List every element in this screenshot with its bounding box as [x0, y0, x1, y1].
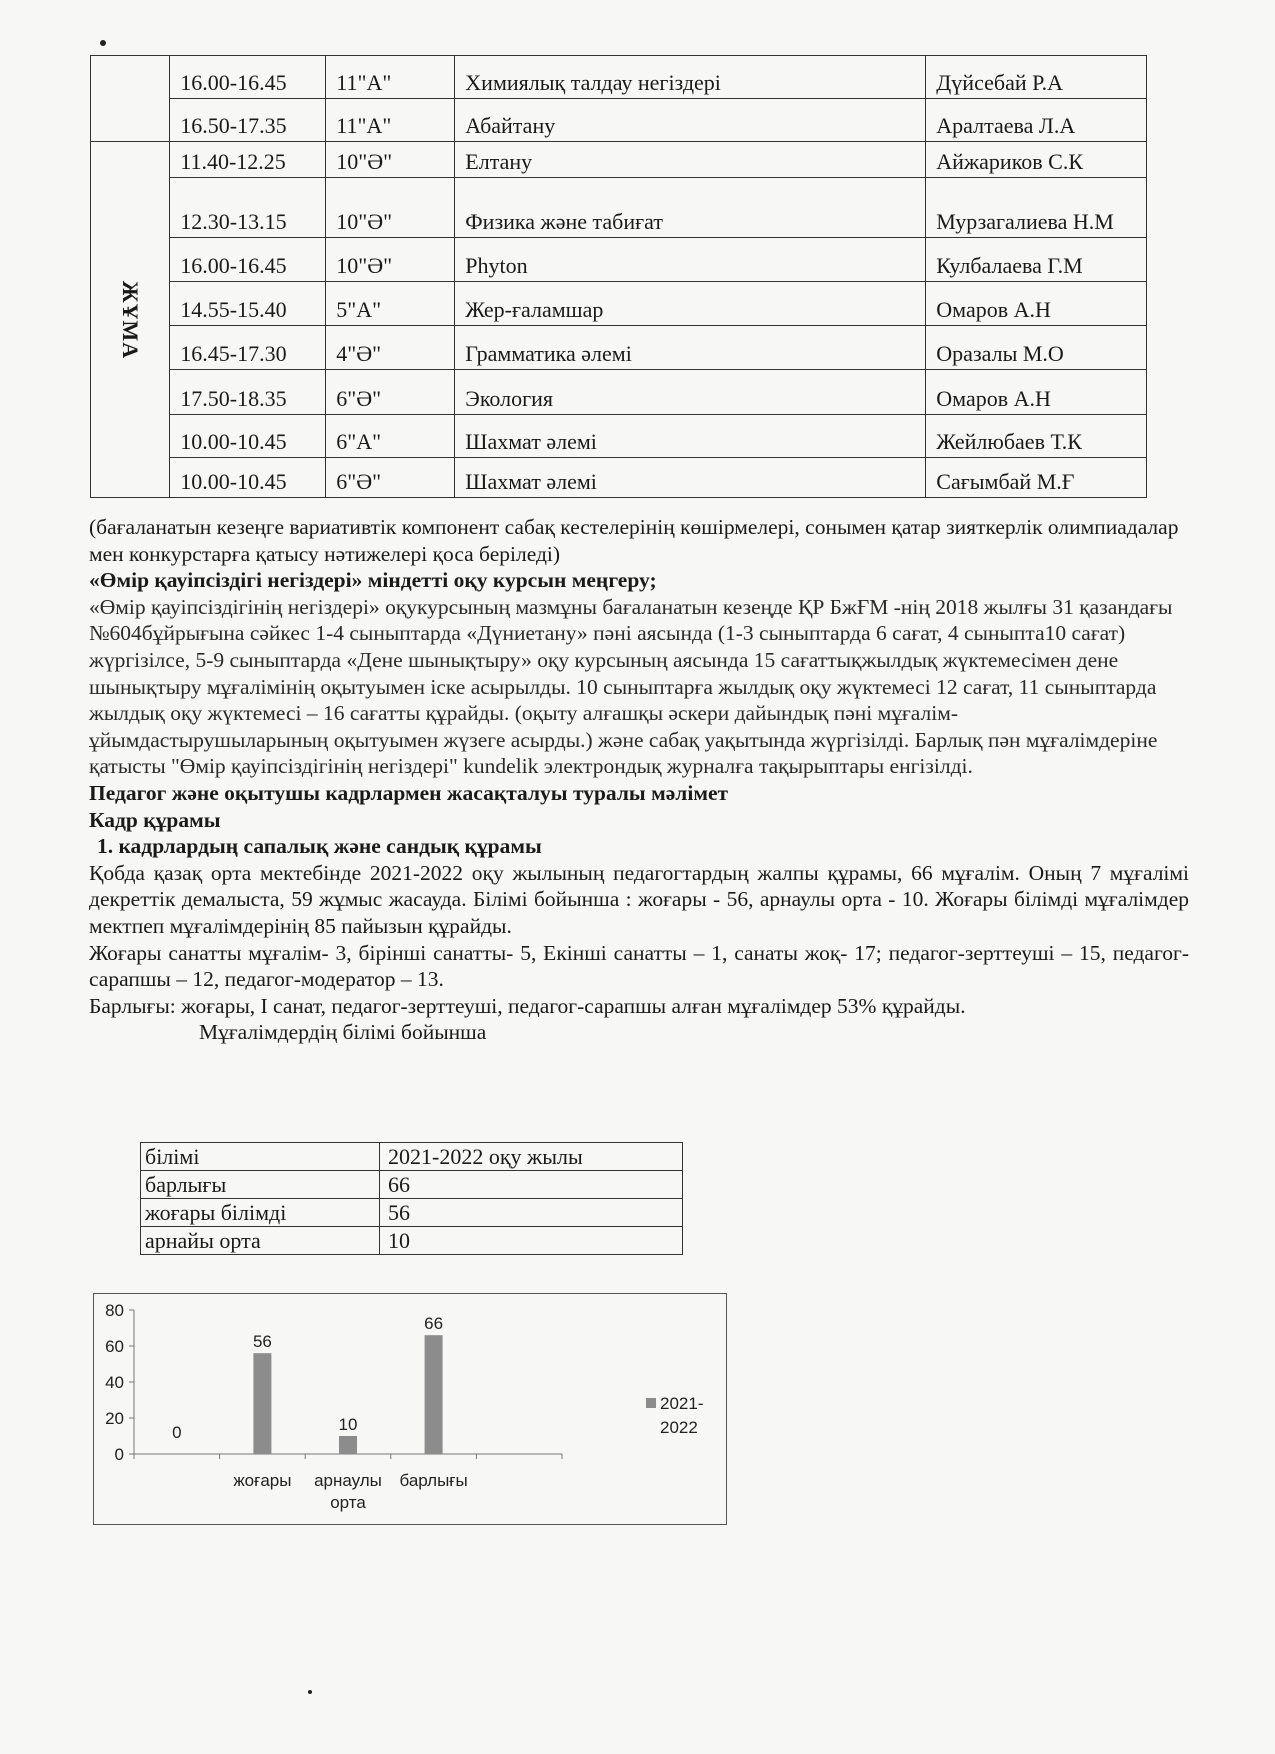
section-heading: Педагог және оқытушы кадрлармен жасақталуы туралы мәлімет: [89, 780, 729, 805]
table-row: [91, 99, 1147, 142]
section-heading: Кадр құрамы: [89, 807, 221, 832]
time-cell: 14.55-15.40: [170, 282, 326, 326]
header-cell: білімі: [141, 1143, 380, 1171]
bar: [339, 1436, 357, 1454]
time-cell: 16.50-17.35: [170, 99, 326, 142]
paragraph: Қобда қазақ орта мектебінде 2021-2022 оқу жылының педагогтардың жалпы құрамы, 66 мұғалім. Оның 7 мұғалімі декреттік демалыста, 59 жұмыс жасауда. Білімі бойынша : жоғары - 56, арнаулы орта - 10. Жоғары білімді мұғалімдер мектпеп мұғалімдерінің 85 пайызын құрайды.: [89, 860, 1189, 938]
subject-cell: Елтану: [455, 142, 926, 178]
education-bar-chart: [93, 1293, 727, 1525]
teacher-cell: Кулбалаева Г.М: [926, 238, 1147, 282]
data-label: 10: [338, 1415, 358, 1434]
value-cell: 66: [380, 1171, 683, 1199]
y-tick-label: 60: [105, 1337, 124, 1356]
subject-cell: Абайтану: [455, 99, 926, 142]
class-cell: 11"А": [326, 56, 455, 99]
legend-label: 2022: [660, 1418, 698, 1437]
class-cell: 10"Ә": [326, 238, 455, 282]
day-cell: [91, 56, 170, 142]
value-cell: 56: [380, 1199, 683, 1227]
subject-cell: Химиялық талдау негіздері: [455, 56, 926, 99]
teacher-cell: Жейлюбаев Т.К: [926, 415, 1147, 458]
table-row: [91, 178, 1147, 238]
paragraph: «Өмір қауіпсіздігінің негіздері» оқукурсының мазмұны бағаланатын кезеңде ҚР БжҒМ -нің 2018 жылғы 31 қазандағы №604бұйрығына сәйкес 1-4 сыныптарда «Дүниетану» пәні аясында (1-3 сыныптарда 6 сағат, 4 сыныпта10 сағат) жүргізілсе, 5-9 сыныптарда «Дене шынықтыру» оқу курсының аясында 15 сағаттықжылдық жүктемесімен дене шынықтыру мұғалімінің оқытуымен іске асырылды. 10 сыныптарға жылдық оқу жүктемесі 12 сағат, 11 сыныптарда жылдық оқу жүктемесі – 16 сағатты құрайды. (оқыту алғашқы әскери дайындық пәні мұғалім-ұйымдастырушыларының оқытуымен жүзеге асырды.) және сабақ уақытында жүргізілді. Барлық пән мұғалімдеріне қатысты "Өмір қауіпсіздігінің негіздері" kundelik электрондық журналға тақырыптары енгізілді.: [89, 594, 1173, 779]
table-row: [91, 282, 1147, 326]
table-row: [91, 415, 1147, 458]
y-tick-label: 0: [114, 1445, 124, 1464]
data-label: 0: [172, 1423, 182, 1442]
teacher-cell: Айжариков С.К: [926, 142, 1147, 178]
subject-cell: Шахмат әлемі: [455, 415, 926, 458]
teacher-cell: Оразалы М.О: [926, 326, 1147, 370]
y-tick-label: 20: [105, 1409, 124, 1428]
legend-swatch: [646, 1398, 656, 1408]
subject-cell: Грамматика әлемі: [455, 326, 926, 370]
teacher-cell: Омаров А.Н: [926, 282, 1147, 326]
table-row: [91, 142, 1147, 178]
x-category-label: орта: [330, 1493, 366, 1512]
table-row: [141, 1227, 683, 1255]
class-cell: 11"А": [326, 99, 455, 142]
y-tick-label: 80: [105, 1301, 124, 1320]
class-cell: 6"Ә": [326, 458, 455, 498]
subject-cell: Экология: [455, 370, 926, 415]
header-cell: 2021-2022 оқу жылы: [380, 1143, 683, 1171]
subject-cell: Шахмат әлемі: [455, 458, 926, 498]
time-cell: 11.40-12.25: [170, 142, 326, 178]
time-cell: 16.45-17.30: [170, 326, 326, 370]
chart-canvas: [94, 1294, 726, 1524]
time-cell: 16.00-16.45: [170, 238, 326, 282]
time-cell: 16.00-16.45: [170, 56, 326, 99]
table-row: [141, 1171, 683, 1199]
section-heading: 1. кадрлардың сапалық және сандық құрамы: [97, 834, 542, 859]
table-row: [141, 1199, 683, 1227]
document-body: [89, 514, 1189, 1046]
class-cell: 5"А": [326, 282, 455, 326]
scan-speck: [100, 40, 106, 46]
subject-cell: Phyton: [455, 238, 926, 282]
education-table: [140, 1142, 683, 1255]
time-cell: 10.00-10.45: [170, 458, 326, 498]
value-cell: 10: [380, 1227, 683, 1255]
time-cell: 17.50-18.35: [170, 370, 326, 415]
class-cell: 10"Ә": [326, 142, 455, 178]
teacher-cell: Сағымбай М.Ғ: [926, 458, 1147, 498]
label-cell: арнайы орта: [141, 1227, 380, 1255]
class-cell: 6"А": [326, 415, 455, 458]
table-row: [91, 458, 1147, 498]
table-row: [91, 326, 1147, 370]
label-cell: жоғары білімді: [141, 1199, 380, 1227]
table-header-row: [141, 1143, 683, 1171]
note-text: (бағаланатын кезеңге вариативтік компонент сабақ кестелерінің көшірмелері, сонымен қатар зияткерлік олимпиадалар мен конкурстарға қатысу нәтижелері қоса беріледі): [89, 515, 1179, 566]
day-cell: [91, 142, 170, 498]
x-category-label: жоғары: [233, 1471, 292, 1490]
table-row: [91, 238, 1147, 282]
class-cell: 6"Ә": [326, 370, 455, 415]
table-row: [91, 56, 1147, 99]
paragraph: Барлығы: жоғары, І санат, педагог-зерттеуші, педагог-сарапшы алған мұғалімдер 53% құрайды.: [89, 993, 966, 1018]
label-cell: барлығы: [141, 1171, 380, 1199]
data-label: 66: [424, 1314, 444, 1334]
subject-cell: Жер-ғаламшар: [455, 282, 926, 326]
subject-cell: Физика және табиғат: [455, 178, 926, 238]
bar: [425, 1335, 443, 1454]
data-label: 56: [252, 1332, 272, 1352]
teacher-cell: Аралтаева Л.А: [926, 99, 1147, 142]
time-cell: 12.30-13.15: [170, 178, 326, 238]
section-heading: «Өмір қауіпсіздігі негіздері» міндетті оқу курсын меңгеру;: [89, 568, 657, 593]
table-caption: Мұғалімдердің білімі бойынша: [199, 1020, 487, 1045]
scan-speck: [308, 1690, 312, 1694]
x-category-label: арнаулы: [314, 1471, 382, 1490]
x-category-label: барлығы: [399, 1471, 468, 1490]
teacher-cell: Омаров А.Н: [926, 370, 1147, 415]
time-cell: 10.00-10.45: [170, 415, 326, 458]
class-cell: 4"Ә": [326, 326, 455, 370]
day-label: ЖҰМА: [118, 280, 144, 359]
bar: [253, 1353, 271, 1454]
class-cell: 10"Ә": [326, 178, 455, 238]
table-row: [91, 370, 1147, 415]
schedule-table: [90, 55, 1147, 498]
paragraph: Жоғары санатты мұғалім- 3, бірінші санатты- 5, Екінші санатты – 1, санаты жоқ- 17; педагог-зерттеуші – 15, педагог-сарапшы – 12, педагог-модератор – 13.: [89, 940, 1189, 992]
teacher-cell: Дүйсебай Р.А: [926, 56, 1147, 99]
teacher-cell: Мурзагалиева Н.М: [926, 178, 1147, 238]
legend-label: 2021-: [660, 1394, 704, 1413]
y-tick-label: 40: [105, 1373, 124, 1392]
